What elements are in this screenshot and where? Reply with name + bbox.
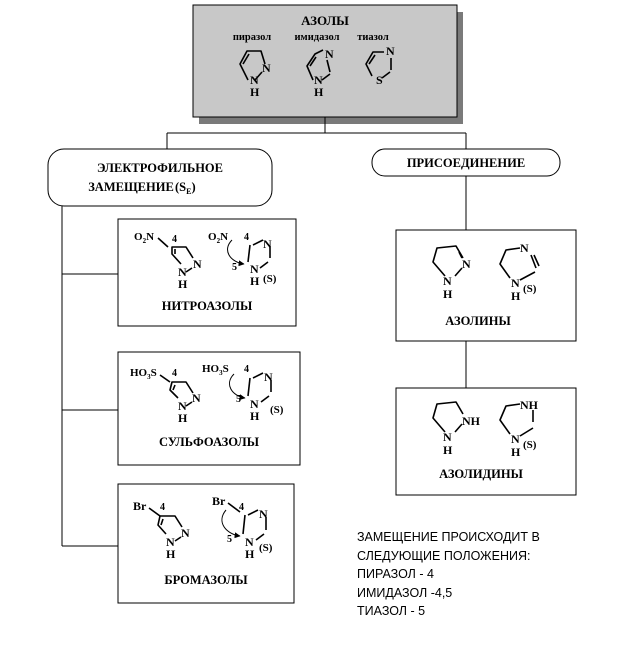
svg-text:N: N xyxy=(443,274,452,288)
azolidines-label: АЗОЛИДИНЫ xyxy=(439,467,523,481)
svg-text:HO3S: $HO_3S$ xyxy=(202,363,229,377)
bromazoles-label: БРОМАЗОЛЫ xyxy=(164,573,248,587)
nitroazoles-label: НИТРОАЗОЛЫ xyxy=(161,299,253,313)
svg-text:N: N xyxy=(511,276,520,290)
svg-text:N: N xyxy=(193,257,202,271)
svg-text:O2N: $O_2N$ xyxy=(134,231,155,245)
svg-text:N: N xyxy=(250,262,259,276)
svg-text:H: H xyxy=(511,289,521,303)
svg-text:(S): (S) xyxy=(523,283,537,295)
azoles-title: АЗОЛЫ xyxy=(301,13,349,28)
svg-text:Br: Br xyxy=(133,499,147,513)
substitution-positions-note xyxy=(357,528,540,621)
note-line: СЛЕДУЮЩИЕ ПОЛОЖЕНИЯ: xyxy=(357,548,531,563)
svg-text:N: N xyxy=(259,507,268,521)
svg-text:N: N xyxy=(250,397,259,411)
svg-text:4: 4 xyxy=(172,234,177,245)
svg-text:N: N xyxy=(443,430,452,444)
azolines-label: АЗОЛИНЫ xyxy=(445,314,511,328)
svg-text:H: H xyxy=(250,274,260,288)
thiazole-name: тиазол xyxy=(357,32,389,43)
svg-text:4: 4 xyxy=(244,232,249,243)
svg-text:5: 5 xyxy=(227,534,232,545)
svg-text:4: 4 xyxy=(172,368,177,379)
svg-text:S: S xyxy=(376,73,383,87)
svg-text:H: H xyxy=(443,443,453,457)
svg-text:H: H xyxy=(178,277,188,291)
note-line: ПИРАЗОЛ - 4 xyxy=(357,567,434,581)
svg-text:N: N xyxy=(325,47,334,61)
svg-text:H: H xyxy=(250,85,260,99)
se-label: $(S_E)$ xyxy=(175,180,196,196)
svg-text:N: N xyxy=(264,370,273,384)
svg-text:N: N xyxy=(181,526,190,540)
sulfoazoles-label: СУЛЬФОАЗОЛЫ xyxy=(159,435,259,449)
svg-text:4: 4 xyxy=(239,502,244,513)
svg-text:4: 4 xyxy=(160,502,165,513)
svg-text:N: N xyxy=(192,391,201,405)
note-line: ЗАМЕЩЕНИЕ ПРОИСХОДИТ В xyxy=(357,530,540,544)
svg-text:5: 5 xyxy=(236,394,241,405)
svg-text:4: 4 xyxy=(244,364,249,375)
svg-text:N: N xyxy=(386,44,395,58)
svg-text:H: H xyxy=(245,547,255,561)
svg-text:H: H xyxy=(166,547,176,561)
svg-text:N: N xyxy=(263,237,272,251)
svg-text:NH: NH xyxy=(520,398,538,412)
svg-text:H: H xyxy=(178,411,188,425)
svg-text:(S): (S) xyxy=(263,273,277,285)
svg-text:(S): (S) xyxy=(270,404,284,416)
svg-text:H: H xyxy=(250,409,260,423)
note-line: ТИАЗОЛ - 5 xyxy=(357,604,426,618)
svg-text:N: N xyxy=(178,399,187,413)
svg-text:5: 5 xyxy=(232,262,237,273)
svg-text:N: N xyxy=(178,265,187,279)
svg-text:N: N xyxy=(262,61,271,75)
imidazole-name: имидазол xyxy=(294,32,340,43)
svg-text:N: N xyxy=(245,535,254,549)
svg-text:(S): (S) xyxy=(259,542,273,554)
svg-text:NH: NH xyxy=(462,414,480,428)
svg-text:(S): (S) xyxy=(523,439,537,451)
svg-text:H: H xyxy=(443,287,453,301)
svg-text:N: N xyxy=(314,73,323,87)
svg-text:HO3S: $HO_3S$ xyxy=(130,367,157,381)
electrophilic-line2: ЗАМЕЩЕНИЕ xyxy=(88,180,174,194)
svg-text:N: N xyxy=(166,535,175,549)
svg-text:Br: Br xyxy=(212,494,226,508)
svg-text:N: N xyxy=(511,432,520,446)
addition-title: ПРИСОЕДИНЕНИЕ xyxy=(406,156,526,170)
svg-text:N: N xyxy=(462,257,471,271)
electrophilic-line1: ЭЛЕКТРОФИЛЬНОЕ xyxy=(96,161,224,175)
svg-text:N: N xyxy=(250,73,259,87)
note-line: ИМИДАЗОЛ -4,5 xyxy=(357,585,453,600)
electrophilic-substitution-header xyxy=(48,149,272,206)
svg-text:N: N xyxy=(520,241,529,255)
pyrazole-name: пиразол xyxy=(232,32,272,43)
svg-text:O2N: $O_2N$ xyxy=(208,231,229,245)
svg-text:H: H xyxy=(511,445,521,459)
svg-text:H: H xyxy=(314,85,324,99)
